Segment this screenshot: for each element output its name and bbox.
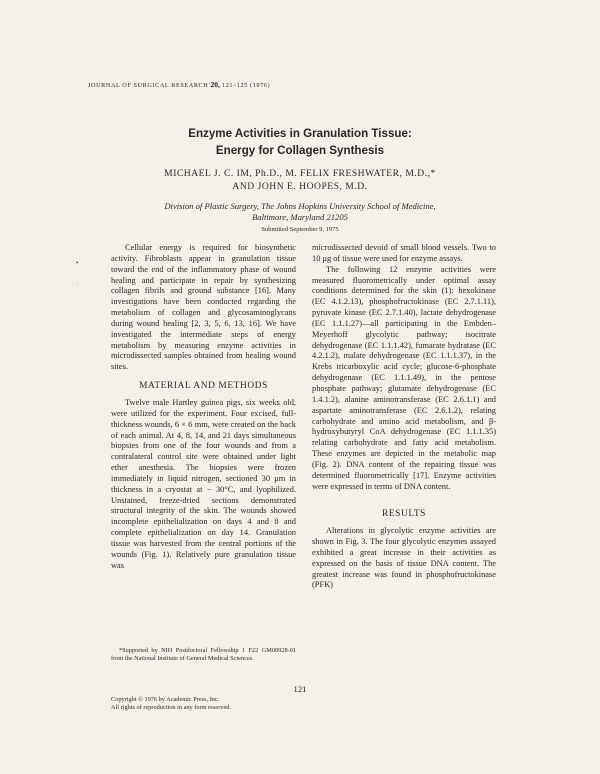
methods-paragraph-2: The following 12 enzyme activities were measured fluorometrically under optimal assay conditions determined for the skin (1): hexokinase (EC 4.1.2.13), phosphofructokinase (EC 2.7.1.11), pyruvate kinase (EC 2.7.1.40), lactate dehydrogenase (EC 1.1.1.27)—all participating in the Embden–Meyerhoff glycolytic pathway; isocitrate dehydrogenase (EC 1.1.1.42), fumarate hydratase (EC 4.2.1.2), malate dehydrogenase (EC 1.1.1.37), in the Krebs tricarboxylic acid cycle; glucose-6-phosphate dehydrogenase (EC 1.1.1.49), in the pentose phosphate pathway; glutamate dehydrogenase (EC 1.4.1.2), alanine aminotransferase (EC 2.6.1.1) and aspartate aminotransferase (EC 2.6.1.2), relating carbohydrate and amino acid metabolism, and β-hydroxybutyryl CoA dehydrogenase (EC 1.1.1.35) relating carbohydrate and fatty acid metabolism. These enzymes are depicted in the metabolic map (Fig. 2). DNA content of the repairing tissue was determined fluorometrically [17]. Enzyme activities were expressed in terms of DNA content. — [312, 264, 496, 491]
received-date: Submitted September 9, 1975 — [261, 226, 339, 233]
authors — [0, 168, 600, 193]
intro-paragraph: Cellular energy is required for biosynthetic activity. Fibroblasts appear in granulation tissue toward the end of the inflammatory phase of wound healing and participate in repair by synthesizing collagen fibrils and ground substance [16]. Many investigations have been conducted regarding the metabolism of collagen and glycosaminoglycans during wound healing [2, 3, 5, 6, 13, 16]. We have investigated the intermediate steps of energy metabolism by measuring enzyme activities in microdissected samples obtained from healing wound sites. — [111, 243, 296, 372]
article-title — [0, 125, 600, 159]
methods-continuation: microdissected devoid of small blood vessels. Two to 10 μg of tissue were used for enzyme assays. — [312, 243, 496, 263]
page-number: 121 — [293, 684, 307, 694]
authors-line-1: MICHAEL J. C. IM, Ph.D., M. FELIX FRESHWATER, M.D.,* — [164, 168, 436, 179]
results-heading: RESULTS — [382, 509, 426, 520]
affiliation-line-2: Baltimore, Maryland 21205 — [252, 212, 348, 223]
title-line-1: Enzyme Activities in Granulation Tissue: — [188, 127, 412, 140]
margin-mark: • — [76, 259, 79, 267]
running-head — [88, 80, 270, 89]
methods-heading: MATERIAL AND METHODS — [139, 381, 268, 392]
right-column — [312, 243, 496, 591]
left-column — [111, 243, 296, 571]
margin-mark-2: ˙ — [76, 283, 79, 291]
journal-volume: 20, — [210, 80, 220, 89]
title-line-2: Energy for Collagen Synthesis — [215, 144, 385, 157]
authors-line-2: AND JOHN E. HOOPES, M.D. — [232, 180, 368, 192]
journal-name: JOURNAL OF SURGICAL RESEARCH — [88, 82, 209, 89]
affiliation-line-1: Division of Plastic Surgery, The Johns Hopkins University School of Medicine, — [164, 201, 436, 211]
affiliation — [0, 201, 600, 223]
footnote-text: *Supported by NIH Postdoctoral Fellowship 1 F22 GM00928-01 from the National Institute of General Medical Sciences. — [111, 647, 296, 663]
copyright-line-2: All rights of reproduction in any form reserved. — [111, 704, 231, 712]
methods-paragraph-1: Twelve male Hartley guinea pigs, six weeks old, were utilized for the experiment. Four excised, full-thickness wounds, 6 × 6 mm, were created on the back of each animal. At 4, 8, 14, and 21 days simultaneous biopsies from one of the four wounds and from a contralateral control site were obtained under light ether anesthesia. The biopsies were frozen immediately in liquid nitrogen, sectioned 30 μm in thickness in a cryostat at − 30°C, and lyophilized. Unstained, freeze-dried sections demonstrated structural integrity of the skin. The wounds showed incomplete epithelialization on days 4 and 8 and complete epithelialization on day 14. Granulation tissue was harvested from the central portions of the wounds (Fig. 1). Relatively pure granulation tissue was — [111, 397, 296, 570]
footnote — [111, 647, 296, 664]
results-paragraph-1: Alterations in glycolytic enzyme activities are shown in Fig. 3. The four glycolytic enzymes assayed exhibited a great increase in their activities as expressed on the basis of tissue DNA content. The greatest increase was found in phosphofructokinase (PFK) — [312, 526, 496, 590]
journal-pages: 121–125 (1976) — [222, 82, 271, 89]
copyright-line-1: Copyright © 1976 by Academic Press, Inc. — [111, 696, 220, 703]
copyright — [111, 696, 231, 713]
